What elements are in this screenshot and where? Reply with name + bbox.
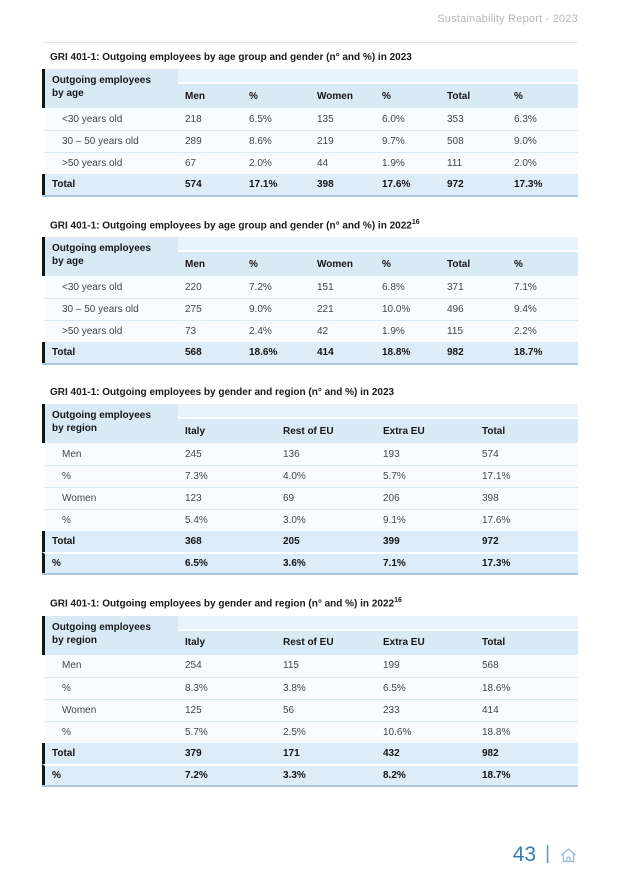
table-section-4 <box>42 597 578 786</box>
table-cell: 1.9% <box>382 326 405 338</box>
total-cell: 18.7% <box>514 347 543 359</box>
table-row <box>42 509 578 531</box>
gri-table <box>42 69 578 197</box>
table-row <box>42 320 578 342</box>
table-row-header <box>45 69 178 108</box>
table-cell: 125 <box>185 704 202 716</box>
table-title-footnote: 16 <box>411 219 420 226</box>
total-label: % <box>52 558 61 570</box>
table-column-area <box>178 237 578 276</box>
total-cell: 972 <box>482 536 499 548</box>
table-cell: 414 <box>482 704 499 716</box>
table-row <box>42 721 578 743</box>
table-cell: 8.3% <box>185 682 208 694</box>
column-header: % <box>249 90 258 102</box>
table-cell: 6.0% <box>382 113 405 125</box>
table-cell: 245 <box>185 448 202 460</box>
column-header: Men <box>185 90 205 102</box>
table-cell: 6.3% <box>514 113 537 125</box>
home-icon[interactable] <box>559 846 578 865</box>
table-cell: 123 <box>185 493 202 505</box>
table-cell: 67 <box>185 158 197 169</box>
column-header: % <box>514 258 523 270</box>
table-cell: 508 <box>447 136 464 147</box>
table-cell: 220 <box>185 281 202 293</box>
table-header-spacer <box>178 404 578 419</box>
total-cell: 205 <box>283 536 300 548</box>
table-cell: 44 <box>317 158 329 169</box>
header-divider <box>42 42 578 43</box>
row-label: 30 – 50 years old <box>62 304 139 316</box>
table-cell: 353 <box>447 113 464 125</box>
table-row <box>42 152 578 174</box>
table-row-header <box>45 616 178 655</box>
table-cell: 9.0% <box>249 304 272 316</box>
table-header-spacer <box>178 237 578 252</box>
total-cell: 7.1% <box>383 558 406 570</box>
table-total-row <box>42 342 578 363</box>
table-cell: 1.9% <box>382 158 405 169</box>
total-cell: 6.5% <box>185 558 208 570</box>
table-cell: 10.0% <box>382 304 411 316</box>
table-cell: 218 <box>185 113 202 125</box>
column-header: Rest of EU <box>283 637 334 649</box>
table-cell: 115 <box>283 660 299 672</box>
table-row <box>42 130 578 152</box>
table-row <box>42 298 578 320</box>
table-title <box>50 597 578 610</box>
row-label: % <box>62 726 71 738</box>
table-total-row <box>42 531 578 552</box>
column-header: % <box>382 90 391 102</box>
table-total-row <box>42 174 578 195</box>
total-cell: 3.3% <box>283 769 306 781</box>
column-header: Women <box>317 258 353 270</box>
total-cell: 18.7% <box>482 769 511 781</box>
table-column-headers <box>178 252 578 276</box>
table-cell: 574 <box>482 448 499 460</box>
row-header-line: Outgoing employees <box>52 243 151 255</box>
footer-separator: | <box>545 843 550 864</box>
table-cell: 289 <box>185 136 202 147</box>
table-cell: 2.0% <box>249 158 272 169</box>
table-cell: 7.2% <box>249 281 272 293</box>
row-label: % <box>62 682 71 694</box>
table-section-3 <box>42 387 578 575</box>
table-column-area <box>178 404 578 443</box>
column-header: Total <box>482 425 506 437</box>
table-cell: 3.8% <box>283 682 306 694</box>
table-cell: 2.0% <box>514 158 537 169</box>
table-cell: 8.6% <box>249 136 272 147</box>
table-header-spacer <box>178 616 578 631</box>
table-column-headers <box>178 419 578 443</box>
column-header: Men <box>185 258 205 270</box>
table-row <box>42 699 578 721</box>
table-cell: 111 <box>447 158 463 169</box>
table-cell: 2.5% <box>283 726 306 738</box>
table-title-footnote: 16 <box>394 597 402 605</box>
table-cell: 2.2% <box>514 326 537 338</box>
column-header: Rest of EU <box>283 425 334 437</box>
total-cell: 398 <box>317 179 334 190</box>
table-cell: 5.7% <box>383 471 406 483</box>
table-cell: 7.1% <box>514 281 537 293</box>
total-cell: 17.3% <box>482 558 511 570</box>
table-header-spacer <box>178 69 578 84</box>
column-header: Total <box>447 90 471 102</box>
row-header-line: Outgoing employees <box>52 75 151 86</box>
table-section-1 <box>42 52 578 197</box>
table-row-header <box>45 237 178 276</box>
table-cell: 4.0% <box>283 471 306 483</box>
table-title-text: GRI 401-1: Outgoing employees by gender and region (n° and %) in 2023 <box>50 387 395 399</box>
table-row-header <box>45 404 178 443</box>
total-cell: 17.1% <box>249 179 278 190</box>
table-cell: 219 <box>317 136 334 147</box>
column-header: Total <box>482 637 506 649</box>
page-number: 43 <box>512 843 537 866</box>
table-cell: 6.5% <box>249 113 272 125</box>
total-cell: 399 <box>383 536 400 548</box>
table-cell: 135 <box>317 113 334 125</box>
table-column-headers <box>178 84 578 108</box>
table-cell: 9.0% <box>514 136 537 147</box>
total-cell: 18.6% <box>249 347 278 359</box>
table-cell: 254 <box>185 660 202 672</box>
table-cell: 42 <box>317 326 329 338</box>
table-cell: 9.1% <box>383 515 406 527</box>
table-row <box>42 443 578 465</box>
row-label: Men <box>62 660 82 672</box>
table-cell: 17.1% <box>482 471 511 483</box>
table-row <box>42 276 578 298</box>
table-cell: 2.4% <box>249 326 272 338</box>
table-cell: 151 <box>317 281 334 293</box>
table-column-headers <box>178 631 578 655</box>
row-label: <30 years old <box>62 281 123 293</box>
column-header: Extra EU <box>383 425 425 437</box>
table-cell: 206 <box>383 493 400 505</box>
table-cell: 9.7% <box>382 136 405 147</box>
row-label: Men <box>62 448 82 460</box>
table-cell: 568 <box>482 660 499 672</box>
row-header-line: Outgoing employees <box>52 621 151 633</box>
table-column-area <box>178 616 578 655</box>
table-header <box>42 616 578 655</box>
table-title-text: GRI 401-1: Outgoing employees by gender and region (n° and %) in 2022 <box>50 598 395 610</box>
total-label: Total <box>52 179 76 190</box>
row-header-line: by region <box>52 634 98 646</box>
table-header <box>42 69 578 108</box>
table-column-area <box>178 69 578 108</box>
table-row <box>42 108 578 130</box>
table-row <box>42 487 578 509</box>
gri-table <box>42 237 578 365</box>
row-label: 30 – 50 years old <box>62 136 139 147</box>
total-label: % <box>52 769 61 781</box>
total-label: Total <box>52 747 76 759</box>
row-header-line: by age <box>52 88 84 99</box>
table-title <box>50 52 578 64</box>
table-title-text: GRI 401-1: Outgoing employees by age group and gender (n° and %) in 2023 <box>50 52 412 63</box>
column-header: % <box>249 258 258 270</box>
table-cell: 6.8% <box>382 281 405 293</box>
table-cell: 69 <box>283 493 295 505</box>
table-cell: 17.6% <box>482 515 511 527</box>
table-cell: 221 <box>317 304 334 316</box>
table-cell: 18.8% <box>482 726 511 738</box>
table-cell: 136 <box>283 448 300 460</box>
table-cell: 193 <box>383 448 400 460</box>
total-cell: 982 <box>447 347 464 359</box>
table-total-row <box>42 743 578 764</box>
table-title <box>50 219 578 232</box>
table-cell: 199 <box>383 660 400 672</box>
total-cell: 171 <box>283 747 300 759</box>
table-row <box>42 465 578 487</box>
table-title-text: GRI 401-1: Outgoing employees by age group and gender (n° and %) in 2022 <box>50 220 412 232</box>
table-cell: 73 <box>185 326 197 338</box>
gri-table <box>42 404 578 575</box>
row-label: % <box>62 471 71 483</box>
table-cell: 6.5% <box>383 682 406 694</box>
table-header <box>42 404 578 443</box>
total-cell: 568 <box>185 347 202 359</box>
table-cell: 233 <box>383 704 400 716</box>
total-cell: 379 <box>185 747 202 759</box>
table-cell: 9.4% <box>514 304 537 316</box>
row-label: Women <box>62 704 97 716</box>
total-cell: 972 <box>447 179 464 190</box>
total-cell: 18.8% <box>382 347 411 359</box>
table-total-row <box>42 552 578 573</box>
total-cell: 368 <box>185 536 202 548</box>
table-cell: 56 <box>283 704 295 716</box>
total-label: Total <box>52 536 76 548</box>
total-cell: 432 <box>383 747 400 759</box>
total-cell: 982 <box>482 747 499 759</box>
total-cell: 3.6% <box>283 558 306 570</box>
table-row <box>42 677 578 699</box>
table-cell: 3.0% <box>283 515 306 527</box>
total-cell: 414 <box>317 347 334 359</box>
table-cell: 115 <box>447 326 463 338</box>
row-label: >50 years old <box>62 326 123 338</box>
page-footer <box>513 843 578 867</box>
column-header: % <box>382 258 391 270</box>
tables-container <box>42 52 578 787</box>
table-cell: 5.7% <box>185 726 208 738</box>
row-label: >50 years old <box>62 158 123 169</box>
report-header-title: Sustainability Report - 2023 <box>437 13 578 25</box>
table-cell: 371 <box>447 281 464 293</box>
table-cell: 18.6% <box>482 682 511 694</box>
total-cell: 7.2% <box>185 769 208 781</box>
gri-table <box>42 616 578 787</box>
row-header-line: by age <box>52 256 84 268</box>
table-section-2 <box>42 219 578 365</box>
column-header: Italy <box>185 637 206 649</box>
row-header-line: Outgoing employees <box>52 410 151 422</box>
total-cell: 17.6% <box>382 179 411 190</box>
table-total-row <box>42 764 578 785</box>
total-cell: 8.2% <box>383 769 406 781</box>
column-header: % <box>514 90 523 102</box>
table-row <box>42 655 578 677</box>
table-cell: 398 <box>482 493 499 505</box>
total-label: Total <box>52 347 76 359</box>
column-header: Italy <box>185 425 206 437</box>
column-header: Total <box>447 258 471 270</box>
row-header-line: by region <box>52 423 98 435</box>
table-cell: 275 <box>185 304 202 316</box>
column-header: Women <box>317 90 353 102</box>
row-label: <30 years old <box>62 113 123 125</box>
row-label: % <box>62 515 71 527</box>
row-label: Women <box>62 493 97 505</box>
table-cell: 496 <box>447 304 464 316</box>
table-title <box>50 387 578 399</box>
table-cell: 5.4% <box>185 515 208 527</box>
table-header <box>42 237 578 276</box>
table-cell: 7.3% <box>185 471 208 483</box>
table-cell: 10.6% <box>383 726 412 738</box>
total-cell: 574 <box>185 179 202 190</box>
total-cell: 17.3% <box>514 179 543 190</box>
column-header: Extra EU <box>383 637 425 649</box>
